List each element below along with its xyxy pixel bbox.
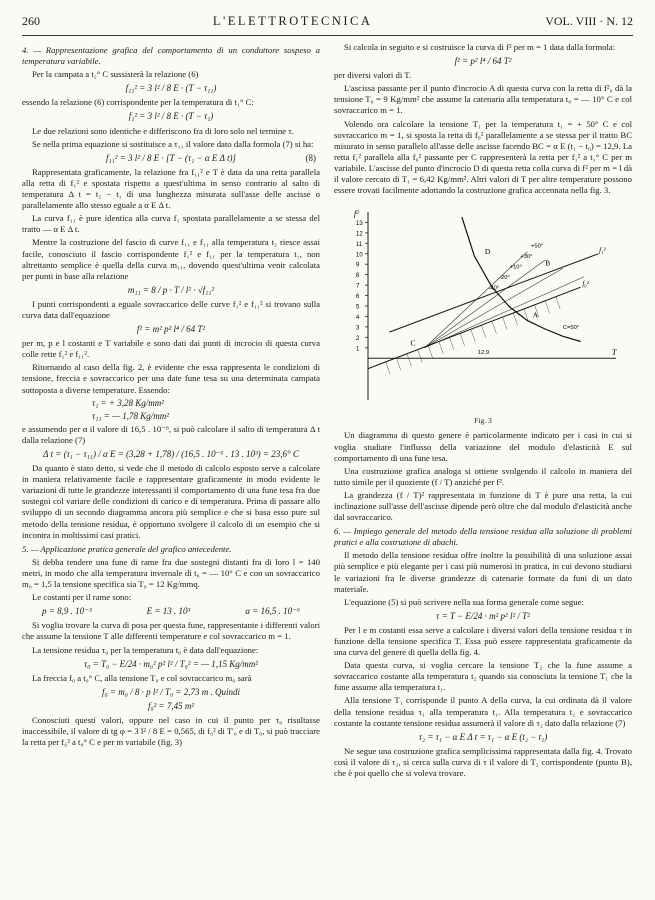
paragraph: Una costruzione grafica analoga si ottiene svolgendo il calcolo in maniera del tutto simile per il quoziente (f / T) anziché per f². <box>334 465 632 487</box>
equation-number: (8) <box>305 152 316 163</box>
hatch-mark <box>460 334 464 347</box>
running-header <box>22 14 633 34</box>
annotation: +50° <box>530 243 544 250</box>
y-tick-label: 8 <box>356 273 360 280</box>
paragraph: Da quanto è stato detto, si vede che il metodo di calcolo esposto serve a calcolare in maniera relativamente facile e rappresentare graficamente in modo evidente le variazioni di tutte le grandezze interessanti il comportamento di una fune tesa fra due sostegni col variare delle condizioni di carico e di temperatura. Prima di passare allo sviluppo di un secondo diagramma ancora più semplice e che si basa esso pure sul metodo della tensione residua, è opportuno svolgere il calcolo di un esempio che si incontra in moltissimi casi pratici. <box>22 463 320 540</box>
point-label: C <box>410 338 416 348</box>
section-6-heading: 6. — Impiego generale del metodo della tensione residua alla soluzione di problemi pratici e alla costruzione di abachi. <box>334 526 632 548</box>
equation: f₁₁² = 3 l² / 8 E · (T − τ₁₁) <box>125 83 217 94</box>
paragraph: Per la campata a t₂° C sussisterà la relazione (6) <box>32 69 199 80</box>
y-tick-label: 10 <box>356 252 363 259</box>
paragraph: Volendo ora calcolare la tensione T₁ per la temperatura t₁ = + 50° C e col sovraccarico m = 1, si sposta la retta di f₀² parallelamente a se stessa per il tratto BC misurato in senso parallelo all'asse delle ascisse facendo BC = α E (t₁ − t₀) = 12,9. La retta f₁² parallela alla f₀² passante per C rappresenterà la retta per f₁² a t₁° C per m variabile. L'ascisse del punto d'incrocio D di questa retta colla curva di f² per m = l dà il valore cercato di T₁ = 6,42 Kg/mm². Altri valori di T per altre temperature possono essere trovati facilmente adottando la costruzione grafica accennata nella fig. 3. <box>334 118 632 196</box>
paragraph: essendo la relazione (6) corrispondente per la temperatura di t₁° C: <box>22 97 254 108</box>
y-tick-label: 13 <box>356 221 363 228</box>
paragraph: Si debba tendere una fune di rame fra due sostegni distanti fra di loro l = 140 metri, in modo che alla temperatura invernale di t₀ = — 10° C e con un sovraccarico m₀ = 1,5 la tensione specifica sia T₀ = 12 Kg/mmq. <box>22 556 320 590</box>
paragraph: L'equazione (5) si può scrivere nella sua forma generale come segue: <box>344 596 584 607</box>
paragraph: Se nella prima equazione si sostituisce a τ₁₁ il valore dato dalla formola (7) si ha: <box>32 138 314 149</box>
hatch-mark <box>492 321 496 334</box>
constant: α = 16,5 . 10⁻⁶ <box>245 606 300 617</box>
copper-constants <box>22 606 320 617</box>
annotation: -40° <box>488 285 500 292</box>
paragraph: per diversi valori di T. <box>334 70 412 81</box>
paragraph: Si calcola in seguito e si costruisce la curva di f² per m = 1 data dalla formola: <box>344 42 616 52</box>
equation: Δ t = (τ₁ − τ₁₁) / α E = (3,28 + 1,78) / (16,5 . 10⁻⁶ . 13 . 10³) = 23,6° C <box>43 449 299 459</box>
volume-number: VOL. VIII · N. 12 <box>545 14 633 28</box>
section-4-heading: 4. — Rappresentazione grafica del comportamento di un conduttore sospeso a temperatura variabile. <box>22 45 320 67</box>
paragraph: per m, p e l costanti e T variabile e sono dati dai punti di incrocio di questa curva colle rette f₁² e f₁₁². <box>22 338 320 360</box>
annotation: +30° <box>520 254 533 261</box>
y-tick-label: 11 <box>356 242 363 249</box>
hatch-mark <box>428 346 432 359</box>
temperature-line <box>425 269 563 348</box>
y-axis-label: f² <box>354 209 359 219</box>
paragraph: L'ascissa passante per il punto d'incrocio A di questa curva con la retta di f²₀ dà la tensione T₀ = 9 Kg/mm² che assume la catenaria alla temperatura t₀ = — 10° C e col sovraccarico m = 1. <box>334 83 632 116</box>
annotation: +10° <box>509 264 522 271</box>
paragraph: Le due relazioni sono identiche e differiscono fra di loro solo nel termine τ. <box>32 125 294 136</box>
hatch-mark <box>471 330 475 343</box>
hatch-mark <box>407 354 411 367</box>
paragraph: La curva f₁₁ è pure identica alla curva f₁ spostata parallelamente a se stessa del tratto — α E Δ t. <box>22 213 320 235</box>
paragraph: Rappresentata graficamente, la relazione fra f₁₁² e T è data da una retta parallela alla retta di f₁² e spostata rispetto a quest'ultima in senso contrario al salto di temperatura Δ t = t₂ − t₁ di una lunghezza misurata sull'asse delle ascisse o parallelamente allo stesso eguale a α E Δ t. <box>22 166 320 211</box>
paragraph: La tensione residua τ₀ per la temperatura t₀ è data dall'equazione: <box>32 644 259 655</box>
equation: f₀ = m₀ / 8 · p l² / T₀ = 2,73 m . Quindi <box>102 686 240 697</box>
y-tick-label: 6 <box>356 294 360 301</box>
section-5-heading: 5. — Applicazione pratica generale del grafico antecedente. <box>22 543 232 554</box>
paragraph: I punti corrispondenti a eguale sovraccarico delle curve f₁² e f₁₁² si trovano sulla curva data dall'equazione <box>22 298 320 320</box>
y-tick-label: 4 <box>356 315 360 322</box>
right-column <box>334 42 632 781</box>
paragraph: Conosciuti questi valori, oppure nel caso in cui il punto per τ₀ risultasse inaccessibile, il valore di tg φ = 3 l² / 8 E = 0,565, di f₀² di T'₀ e di T₀, si può tracciare la retta per f₀² a t₀° C e per m variabile (fig. 3) <box>22 714 320 748</box>
y-tick-label: 7 <box>356 283 360 290</box>
paragraph: Il metodo della tensione residua offre inoltre la possibilità di una soluzione assai più semplice e più elegante per i casi più numerosi in pratica, in cui devono studiarsi le variazioni fra le diverse grandezze di catenarie formate da funi di un dato materiale. <box>334 550 632 594</box>
paragraph: Per l e m costanti essa serve a calcolare i diversi valori della tensione residua τ in funzione della tensione specifica T. Essa può essere rappresentata graficamente da una curva del genere di quella della fig. 4. <box>334 624 632 658</box>
hatch-mark <box>503 317 507 330</box>
constant: E = 13 . 10³ <box>146 606 191 617</box>
series-label: f₁² <box>599 246 606 255</box>
annotation: C=50° <box>562 325 580 332</box>
point-label: D <box>484 246 491 256</box>
hatch-mark <box>545 301 549 314</box>
point-label: A <box>532 310 539 320</box>
point-label: B <box>545 258 551 268</box>
annotation: 12,9 <box>477 350 490 357</box>
y-tick-label: 3 <box>356 325 360 332</box>
annotation: -20° <box>499 275 510 282</box>
hatch-mark <box>439 342 443 355</box>
y-tick-label: 1 <box>356 346 360 353</box>
hatch-mark <box>449 338 453 351</box>
x-axis-label: T <box>612 348 617 358</box>
equation: τ₂ = τ₁ − α E Δ t = τ₁ − α E (t₂ − t₁) <box>418 731 548 742</box>
page-number: 260 <box>22 14 40 28</box>
y-tick-label: 12 <box>356 231 363 238</box>
left-column <box>22 42 320 781</box>
paragraph: Mentre la costruzione del fascio di curve f₁₁ e f₁₁ alla temperatura t₂ riesce assai facile, conosciuto il fascio corrispondente f₁² e f₁₁ per la temperatura t₁, non altrettanto semplice è quella della curva m₁₁, dovendo quest'ultima venir calcolata per punti in base alla relazione <box>22 237 320 281</box>
equation: f² = p² l⁴ / 64 T² <box>454 56 512 67</box>
hatch-mark <box>481 325 485 338</box>
constant: p = 8,9 . 10⁻³ <box>42 606 92 617</box>
paragraph: La grandezza (f / T)² rappresentata in funzione di T è pure una retta, la cui inclinazione sull'asse dell'ascisse dipende però oltre che dal modulo d'elasticità anche dal sovraccarico. <box>334 489 632 523</box>
paragraph: Un diagramma di questo genere è particolarmente indicato per i casi in cui si voglia studiare l'influsso della variazione del modulo d'elasticità E sul comportamento di una fune tesa. <box>334 430 632 463</box>
equation-8: f₁₁² = 3 l² / 8 E · [T − (τ₁ − α E Δ t)] (8) <box>106 152 316 163</box>
paragraph: Ritornando al caso della fig. 2, è evidente che essa rappresenta le condizioni di tensione, freccia e sovraccarico per una date fune tesa su una determinata campata sottoposta a diverse temperature. Essendo: <box>22 362 320 395</box>
header-rule <box>22 35 633 36</box>
paragraph: e assumendo per α il valore di 16,5 . 10⁻⁶, si può calcolare il salto di temperatura Δ t dalla relazione (7) <box>22 423 320 445</box>
value: τ₁ = + 3,28 Kg/mm² <box>92 397 164 408</box>
y-tick-label: 5 <box>356 304 360 311</box>
journal-title: L'ELETTROTECNICA <box>212 14 373 28</box>
equation: τ = T − E/24 · m² p² l² / T² <box>436 610 530 621</box>
paragraph: Alla tensione T₁ corrisponde il punto A della curva, la cui ordinata dà il valore della tensione residua τ₁ alla temperatura t₁. Alla temperatura t₂ e sovraccarico costante la costante tensione residua assumerà il valore di τ₂ dato dalla relazione (7) <box>334 695 632 728</box>
series-label: f₀² <box>582 280 589 289</box>
equation: f₁² = 3 l² / 8 E · (T − τ₁) <box>128 111 214 122</box>
paragraph: Si voglia trovare la curva di posa per questa fune, rappresentante i differenti valori che assume la tensione T alle differenti temperature e col sovraccarico m = 1. <box>22 620 320 642</box>
value: τ₁₁ = — 1,78 Kg/mm² <box>92 410 170 421</box>
equation: f₀² = 7,45 m² <box>147 700 195 711</box>
equation: τ₀ = T₀ − E/24 · m₀² p² l² / T₀² = — 1,15 Kg/mm² <box>84 658 258 669</box>
figure-caption: Fig. 3 <box>474 416 492 426</box>
paragraph: Data questa curva, si voglia cercare la tensione T₂ che la fune assume a sovraccarico costante alla temperatura t₂ quando sia conosciuta la tensione T₁ che la fune assume alla temperatura t₁. <box>334 660 632 693</box>
temperature-line <box>425 277 584 348</box>
hatch-mark <box>556 297 560 310</box>
y-tick-label: 2 <box>356 336 360 343</box>
paragraph: Ne segue una costruzione grafica semplicissima rappresentata dalla fig. 4. Trovato così il valore di τ₂, si cerca sulla curva di τ il valore di T₂ corrispondente (punto B), che è poi quello che si voleva trovare. <box>334 745 632 779</box>
hatch-mark <box>386 362 390 375</box>
fig3-chart <box>334 202 632 410</box>
paragraph: Le costanti per il rame sono: <box>32 592 132 603</box>
hatch-mark <box>418 350 422 363</box>
paragraph: La freccia f₀ a t₀° C, alla tensione T₀ e col sovraccarico m₀ sarà <box>32 672 252 683</box>
equation: m₁₁ = 8 / p · T / l² · √f₁₁² <box>127 284 215 295</box>
series-line <box>462 217 581 341</box>
equation: f² = m² p² l⁴ / 64 T² <box>136 324 206 335</box>
hatch-mark <box>513 313 517 326</box>
y-tick-label: 9 <box>356 262 360 269</box>
figure-3 <box>334 202 632 413</box>
hatch-mark <box>396 358 400 371</box>
